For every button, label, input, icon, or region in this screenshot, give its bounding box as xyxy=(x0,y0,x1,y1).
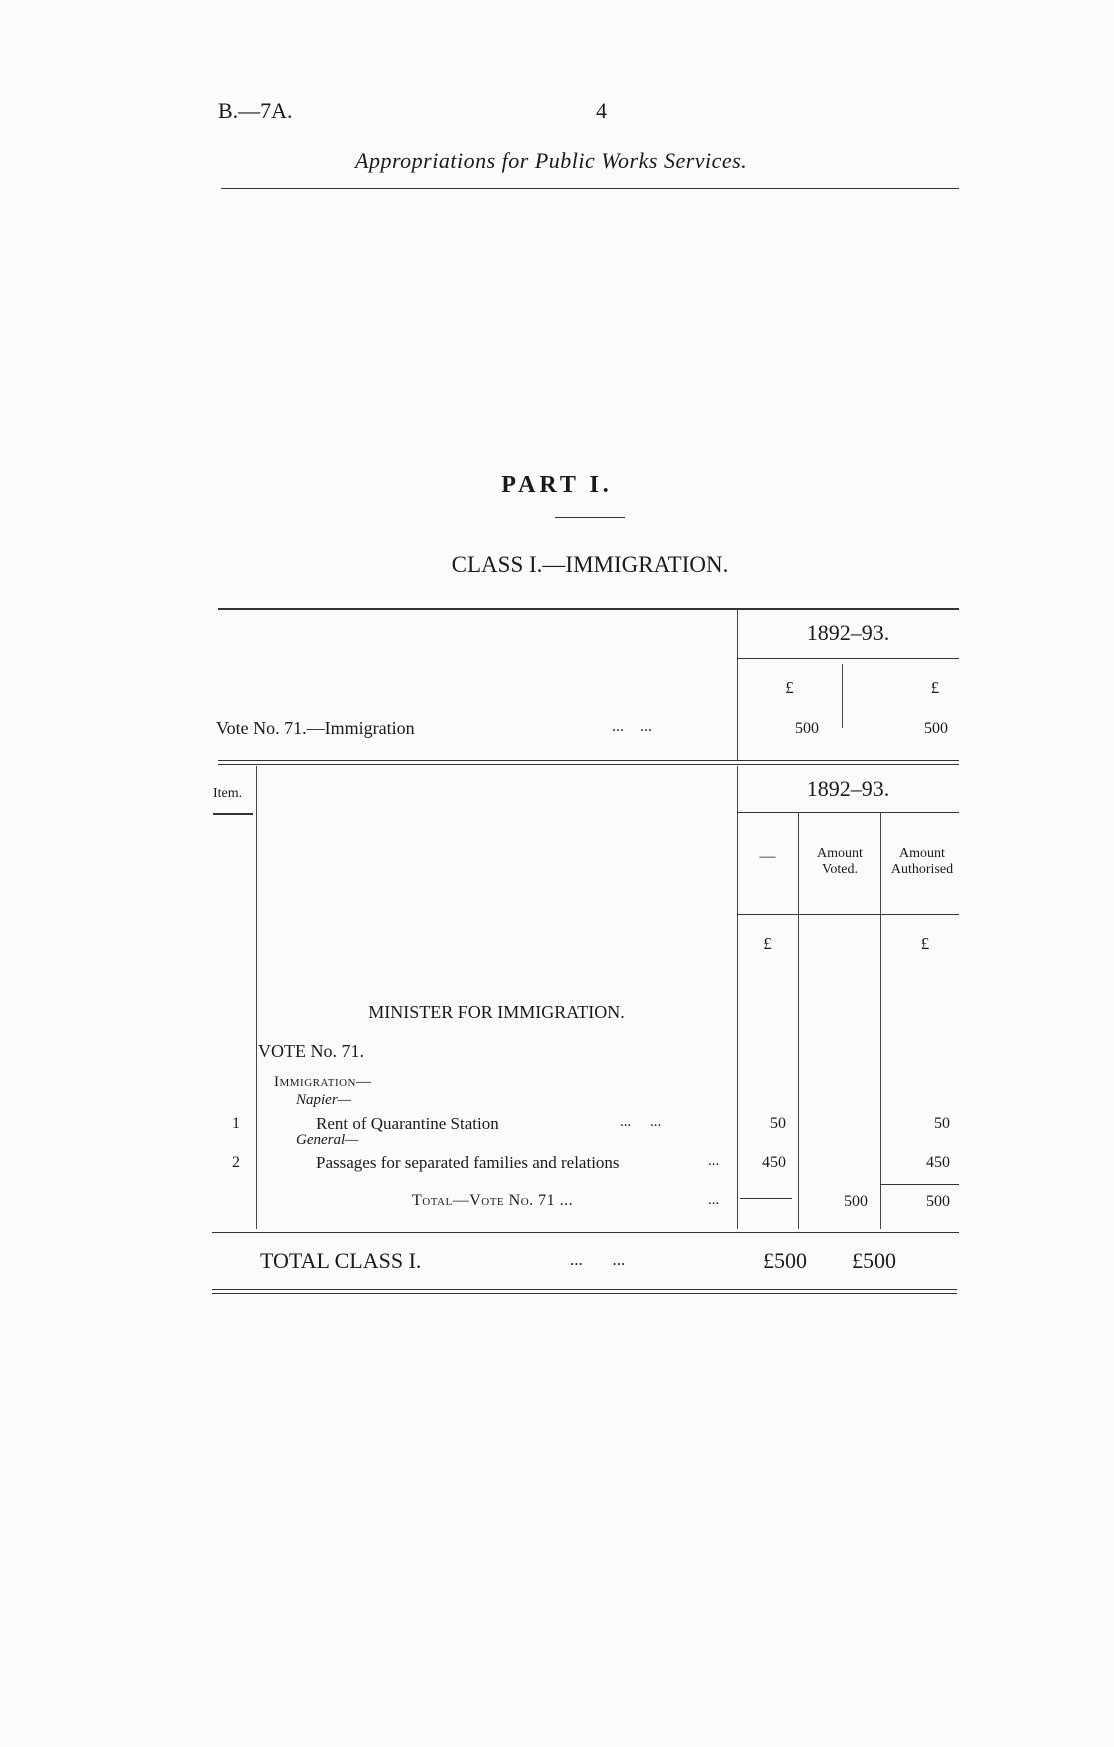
immigration-label: Immigration— xyxy=(274,1074,372,1090)
row-first-1: 50 xyxy=(770,1115,786,1132)
row-item-2: 2 xyxy=(232,1154,240,1171)
subtotal-rule-first xyxy=(740,1198,792,1199)
total-class-value-2: £500 xyxy=(852,1248,896,1273)
summary-currency-2: £ xyxy=(930,678,940,697)
row-description-2: Passages for separated families and relations xyxy=(316,1153,620,1172)
column-header-rule xyxy=(737,914,959,915)
amount-column-divider xyxy=(737,766,738,1229)
part-rule xyxy=(555,517,625,518)
item-column-divider xyxy=(256,766,257,1229)
total-vote-dots: ... xyxy=(708,1192,720,1208)
napier-label: Napier— xyxy=(296,1092,352,1108)
vote-heading: VOTE No. 71. xyxy=(258,1041,364,1061)
total-vote-label: Total—Vote No. 71 ... xyxy=(412,1192,574,1209)
summary-value-2: 500 xyxy=(924,720,948,737)
summary-row-label: Vote No. 71.—Immigration xyxy=(216,718,415,738)
detail-currency-1: £ xyxy=(763,934,772,953)
summary-year: 1892–93. xyxy=(806,620,890,645)
total-class-dots: ... ... xyxy=(570,1250,626,1269)
summary-col-divider xyxy=(842,664,843,728)
summary-bottom-rule xyxy=(218,760,959,765)
row-dots-2: ... xyxy=(708,1153,720,1169)
voted-column-divider xyxy=(798,812,799,1229)
subtotal-rule-authorised xyxy=(880,1184,959,1185)
total-vote-voted: 500 xyxy=(844,1193,868,1210)
page-number: 4 xyxy=(596,98,607,123)
total-class-top-rule xyxy=(212,1232,959,1233)
summary-top-rule xyxy=(218,608,959,610)
detail-currency-3: £ xyxy=(920,934,930,953)
general-label: General— xyxy=(296,1132,359,1148)
document-ref: B.—7A. xyxy=(218,98,293,123)
item-header: Item. xyxy=(213,786,243,801)
row-dots-1: ... ... xyxy=(620,1114,662,1130)
total-class-bottom-rule xyxy=(212,1289,957,1294)
column-amount-voted: Amount Voted. xyxy=(817,846,863,877)
detail-year-rule xyxy=(737,812,959,813)
row-first-2: 450 xyxy=(762,1154,786,1171)
item-header-rule xyxy=(213,813,253,815)
total-class-value-1: £500 xyxy=(763,1248,807,1273)
detail-year: 1892–93. xyxy=(806,776,890,801)
running-title: Appropriations for Public Works Services. xyxy=(355,148,748,173)
minister-heading: MINISTER FOR IMMIGRATION. xyxy=(368,1002,625,1022)
class-heading: CLASS I.—IMMIGRATION. xyxy=(451,552,729,577)
row-description-1: Rent of Quarantine Station xyxy=(316,1114,499,1133)
row-item-1: 1 xyxy=(232,1115,240,1132)
summary-currency-1: £ xyxy=(785,678,794,697)
row-authorised-1: 50 xyxy=(934,1115,950,1132)
part-heading: PART I. xyxy=(501,472,613,498)
header-rule xyxy=(221,188,959,189)
summary-value-1: 500 xyxy=(795,720,819,737)
summary-row-dots: ... ... xyxy=(612,718,652,735)
row-authorised-2: 450 xyxy=(926,1154,950,1171)
total-class-label: TOTAL CLASS I. xyxy=(260,1248,422,1273)
summary-year-rule xyxy=(737,658,959,659)
total-vote-authorised: 500 xyxy=(926,1193,950,1210)
column-amount-authorised: Amount Authorised xyxy=(890,846,954,877)
column-dash: — xyxy=(759,848,776,865)
